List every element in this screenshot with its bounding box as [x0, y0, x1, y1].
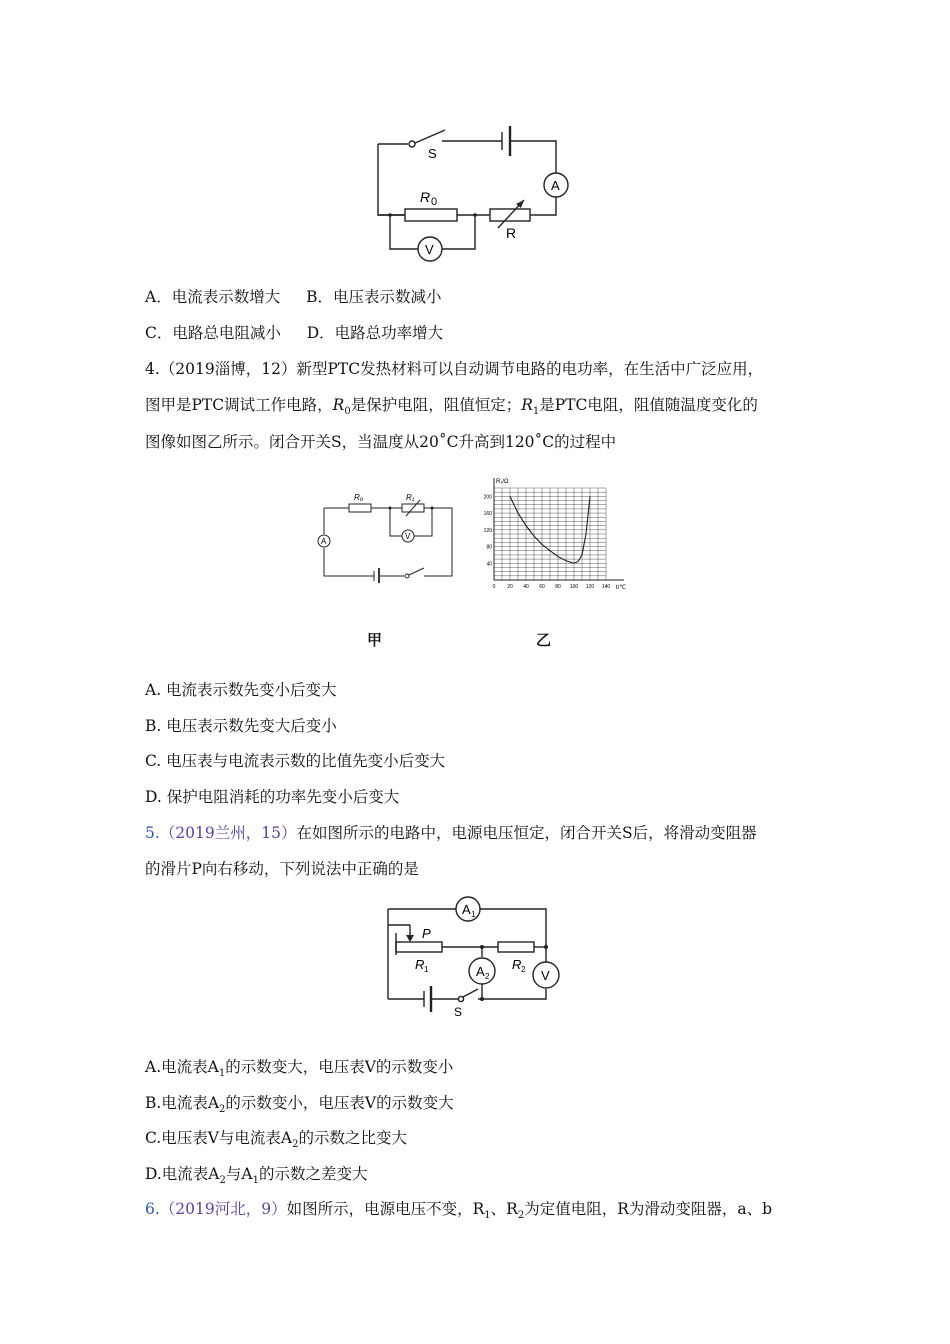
- q5-option-a-sub: 1: [218, 1068, 226, 1080]
- q6-stem: [145, 1199, 772, 1226]
- q5-option-b-pre: B.电流表A: [145, 1094, 220, 1112]
- chart-y-tick-label: 80: [486, 544, 492, 551]
- q4-r1-symbol: R: [521, 396, 533, 414]
- q5-circuit-diagram: [378, 895, 568, 1020]
- chart-x-tick-label: 120: [585, 584, 595, 590]
- chart-y-tick-label: 200: [483, 494, 492, 501]
- q3-r0-label: R: [420, 189, 431, 205]
- q3-r0-sub: 0: [431, 196, 438, 208]
- q5-stem-1: 在如图所示的电路中，电源电压恒定，闭合开关S后，将滑动变阻器: [296, 824, 757, 842]
- chart-x-tick-label: 80: [555, 584, 561, 590]
- q5-option-a-pre: A.电流表A: [145, 1058, 219, 1076]
- q4-caption-jia: 甲: [367, 631, 383, 649]
- q4-stem-2b: 是保护电阻，阻值恒定；: [350, 396, 522, 414]
- q5-r1-label: R: [415, 957, 425, 972]
- q3-circuit-diagram: [370, 118, 575, 268]
- q3-options-row-2: [145, 323, 443, 343]
- q5-option-d-pre: D.电流表A: [145, 1165, 220, 1183]
- q5-stem-line-2: 的滑片P向右移动，下列说法中正确的是: [145, 860, 419, 878]
- q6-number: 6.: [145, 1200, 160, 1218]
- q4-voltmeter-label: V: [405, 532, 411, 541]
- chart-x-ticks: [493, 584, 611, 590]
- q3-option-b: B．电压表示数减小: [306, 288, 442, 306]
- q3-option-c: C．电路总电阻减小: [145, 324, 281, 342]
- q5-source: （2019兰州，15）: [159, 824, 297, 842]
- q5-option-c-post: 的示数之比变大: [298, 1129, 408, 1147]
- q4-stem-2c: 是PTC电阻，阻值随温度变化的: [539, 396, 758, 414]
- q5-option-d-post: 的示数之差变大: [258, 1165, 368, 1183]
- q5-option-d-sub: 2: [219, 1175, 226, 1187]
- q3-switch-label: S: [428, 146, 437, 161]
- q5-v-label: V: [541, 968, 550, 983]
- q4-r0-subscript: 0: [344, 406, 351, 418]
- q3-option-d: D．电路总功率增大: [306, 324, 444, 342]
- q3-option-a: A．电流表示数增大: [145, 288, 281, 306]
- q5-r1-sub: 1: [424, 965, 429, 974]
- q5-stem-line-1: [145, 823, 757, 843]
- q6-stem-c: 为定值电阻，R为滑动变阻器，a、b: [524, 1200, 773, 1218]
- chart-x-tick-label: 100: [569, 584, 579, 590]
- q4-option-a: A. 电流表示数先变小后变大: [145, 681, 337, 699]
- chart-y-tick-label: 160: [483, 511, 492, 518]
- chart-x-tick-label: 0: [492, 584, 496, 590]
- q4-circuit-r1-label: R₁: [406, 493, 415, 502]
- q5-option-d: [145, 1164, 367, 1191]
- q5-a1-label: A: [462, 902, 471, 917]
- q4-circuit-jia: [312, 488, 462, 583]
- q5-option-c-pre: C.电压表V与电流表A: [145, 1129, 293, 1147]
- q3-options-row-1: [145, 287, 441, 307]
- q6-stem-a: 如图所示，电源电压不变，R: [286, 1200, 485, 1218]
- q5-s-label: S: [454, 1005, 463, 1019]
- q4-stem-2a: 图甲是PTC调试工作电路，: [145, 396, 333, 414]
- q4-stem-3: 图像如图乙所示。闭合开关S，当温度从20˚C升高到120˚C的过程中: [145, 433, 617, 451]
- q5-r2-sub: 2: [521, 965, 526, 974]
- q6-stem-sub2: 2: [517, 1210, 525, 1222]
- q5-option-a-post: 的示数变大，电压表V的示数变小: [225, 1058, 454, 1076]
- chart-x-tick-label: 20: [507, 584, 513, 590]
- chart-y-tick-label: 40: [486, 561, 492, 568]
- q4-option-d: D. 保护电阻消耗的功率先变小后变大: [145, 788, 400, 806]
- q4-caption-yi: 乙: [536, 631, 552, 649]
- q5-a2-label: A: [476, 964, 485, 979]
- chart-xlabel: t/℃: [616, 585, 627, 591]
- q4-option-b: B. 电压表示数先变大后变小: [145, 717, 337, 735]
- q5-p-label: P: [422, 926, 431, 941]
- q6-stem-b: 、R: [490, 1200, 518, 1218]
- q4-stem-line-3: [145, 432, 616, 452]
- q5-a1-sub: 1: [471, 910, 476, 919]
- q4-source: （2019淄博，12）: [159, 360, 297, 378]
- q5-option-c: [145, 1128, 407, 1155]
- q5-option-d-sub2: 1: [252, 1175, 259, 1187]
- q4-stem-1: 新型PTC发热材料可以自动调节电路的电功率，在生活中广泛应用，: [296, 360, 764, 378]
- q4-r0-symbol: R: [332, 396, 345, 414]
- q4-stem-line-1: [145, 359, 763, 379]
- q3-ammeter-label: A: [551, 178, 560, 193]
- q5-option-c-sub: 2: [292, 1139, 299, 1151]
- chart-x-tick-label: 140: [601, 584, 611, 590]
- chart-x-tick-label: 60: [539, 584, 545, 590]
- q3-voltmeter-label: V: [425, 242, 434, 257]
- q4-chart-yi: [476, 474, 632, 614]
- q6-stem-sub1: 1: [484, 1210, 491, 1222]
- chart-y-ticks: [484, 494, 493, 567]
- q3-r-label: R: [506, 225, 517, 241]
- q4-r1-subscript: 1: [532, 406, 540, 418]
- chart-y-tick-label: 120: [483, 527, 492, 534]
- q4-number: 4.: [145, 360, 160, 378]
- q5-option-b-post: 的示数变小，电压表V的示数变大: [225, 1094, 454, 1112]
- q5-r2-label: R: [512, 957, 522, 972]
- chart-x-tick-label: 40: [523, 584, 529, 590]
- q5-option-d-mid: 与A: [225, 1165, 253, 1183]
- q5-a2-sub: 2: [485, 972, 490, 981]
- q4-ammeter-label: A: [321, 537, 327, 546]
- q5-option-b: [145, 1093, 454, 1120]
- q4-stem-line-2: [145, 395, 758, 422]
- q5-number: 5.: [145, 824, 160, 842]
- q5-option-b-sub: 2: [219, 1104, 226, 1116]
- q5-option-a: [145, 1057, 453, 1084]
- chart-axes: [494, 478, 624, 580]
- q4-option-c: C. 电压表与电流表示数的比值先变小后变大: [145, 752, 446, 770]
- chart-ylabel: R₁/Ω: [496, 479, 509, 485]
- q4-circuit-r0-label: R₀: [354, 493, 364, 502]
- q6-source: （2019河北，9）: [159, 1200, 287, 1218]
